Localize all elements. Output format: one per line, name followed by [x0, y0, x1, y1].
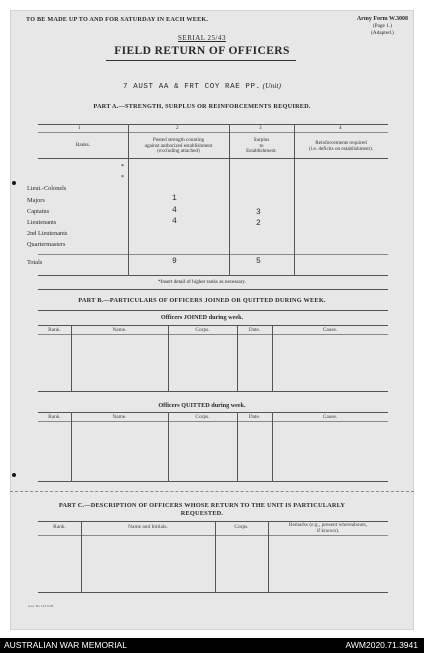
part-c-vline-2: [215, 521, 216, 592]
colnum-3: 3: [259, 125, 262, 131]
part-a-end-rule: [38, 289, 388, 290]
form-number: Army Form W.3008: [356, 16, 408, 22]
part-b-rule: [38, 310, 388, 311]
joined-vline-4: [272, 325, 273, 391]
part-a-table-bottom: [38, 275, 388, 276]
unit-line: [0, 81, 404, 91]
quitted-table-bottom: [38, 481, 388, 482]
posted-captains: 4: [172, 206, 177, 215]
col-header-ranks: Ranks.: [75, 142, 91, 148]
part-c-vline-1: [81, 521, 82, 592]
col-header-surplus-l1: Surplus: [253, 137, 270, 143]
joined-header-rule: [38, 334, 388, 335]
part-c-remarks-l2: if known).: [316, 528, 340, 534]
colnum-2: 2: [176, 125, 179, 131]
surplus-total: 5: [256, 257, 261, 266]
quitted-vline-2: [168, 412, 169, 481]
colnum-4: 4: [339, 125, 342, 131]
joined-col-cause: Cause.: [322, 327, 338, 333]
part-c-table-bottom: [38, 592, 388, 593]
posted-total: 9: [172, 257, 177, 266]
part-c-header-rule: [38, 535, 388, 536]
printer-mark: A.G. No 1xx 9-39: [28, 604, 54, 608]
part-c-col-rank: Rank.: [53, 524, 66, 530]
joined-table-bottom: [38, 391, 388, 392]
joined-col-name: Name.: [112, 327, 127, 333]
punch-hole-bottom: [12, 473, 16, 477]
form-adapted: (Adapted.): [371, 30, 394, 36]
serial-number: [0, 34, 404, 42]
col-header-posted-l1: Posted strength counting: [152, 137, 205, 143]
punch-hole-top: [12, 181, 16, 185]
part-b-heading: PART B.—PARTICULARS OF OFFICERS JOINED OR QUITTED DURING WEEK.: [78, 297, 326, 304]
part-a-footnote: *Insert detail of higher ranks as necessary.: [158, 279, 246, 285]
quitted-header-rule: [38, 421, 388, 422]
unit-label: (Unit): [262, 81, 281, 90]
quitted-vline-3: [237, 412, 238, 481]
quitted-col-name: Name.: [112, 414, 127, 420]
part-c-heading-l1: PART C.—DESCRIPTION OF OFFICERS WHOSE RETURN TO THE UNIT IS PARTICULARLY: [58, 502, 346, 509]
quitted-col-corps: Corps.: [195, 414, 210, 420]
col-header-reinf-l2: (i.e. deficits on establishment).: [309, 145, 373, 152]
form-title: FIELD RETURN OF OFFICERS: [114, 45, 290, 57]
rank-captains: Captains: [27, 208, 50, 215]
quitted-col-rank: Rank.: [48, 414, 61, 420]
part-c-heading-l2: REQUESTED.: [180, 510, 224, 517]
rank-2nd-lieutenants: 2nd Lieutenants: [27, 230, 68, 237]
surplus-lieutenants: 2: [256, 219, 261, 228]
rank-majors: Majors: [27, 197, 45, 204]
joined-col-rank: Rank.: [48, 327, 61, 333]
rank-quartermasters: Quartermasters: [27, 241, 66, 248]
part-c-col-corps: Corps.: [234, 524, 249, 530]
footer-institution: AUSTRALIAN WAR MEMORIAL: [4, 640, 127, 650]
colnum-1: 1: [78, 125, 81, 131]
joined-vline-2: [168, 325, 169, 391]
quitted-col-date: Date.: [248, 414, 261, 420]
serial-text: SERIAL 25/43: [178, 34, 226, 42]
quitted-table-top: [38, 412, 388, 413]
rank-totals: Totals: [27, 259, 43, 266]
joined-vline-3: [237, 325, 238, 391]
surplus-captains: 3: [256, 208, 261, 217]
fold-line: [10, 491, 414, 492]
joined-vline-1: [71, 325, 72, 391]
part-a-totals-rule: [38, 254, 388, 255]
part-c-remarks-l1: Remarks (e.g., present whereabouts,: [288, 522, 368, 528]
rank-row-star-2: *: [121, 174, 125, 181]
joined-col-date: Date.: [248, 327, 261, 333]
col-header-reinforcements: [294, 141, 388, 152]
quitted-col-cause: Cause.: [322, 414, 338, 420]
col-header-posted: [128, 138, 229, 155]
footer-accession-number: AWM2020.71.3941: [345, 640, 418, 650]
joined-caption: Officers JOINED during week.: [160, 314, 244, 321]
rank-lieut-colonels: Lieut.-Colonels: [27, 185, 67, 192]
joined-col-corps: Corps.: [195, 327, 210, 333]
col-header-surplus-l3: Establishment.: [246, 148, 277, 155]
col-header-reinf-l1: Reinforcements required: [315, 140, 367, 146]
quitted-caption: Officers QUITTED during week.: [158, 402, 246, 409]
col-header-posted-l3: (excluding attached): [157, 148, 200, 155]
col-header-surplus: [229, 138, 294, 155]
posted-lieutenants: 4: [172, 217, 177, 226]
part-a-table-top: [38, 124, 388, 125]
form-page: (Page 1.): [372, 23, 392, 29]
rank-row-star-1: *: [121, 163, 125, 170]
joined-table-top: [38, 325, 388, 326]
part-a-colnum-rule: [38, 132, 388, 133]
col-header-posted-l2: against authorized establishment: [144, 142, 213, 149]
unit-name: 7 AUST AA & FRT COY RAE PP.: [123, 83, 261, 91]
part-a-header-rule: [38, 158, 388, 159]
header-instruction: TO BE MADE UP TO AND FOR SATURDAY IN EACH WEEK.: [26, 16, 209, 23]
quitted-vline-4: [272, 412, 273, 481]
quitted-vline-1: [71, 412, 72, 481]
part-c-col-name: Name and Initials.: [128, 524, 168, 530]
posted-majors: 1: [172, 194, 177, 203]
rank-lieutenants: Lieutenants: [27, 219, 57, 226]
part-c-col-remarks: [268, 522, 388, 534]
col-header-surplus-l2: to: [259, 142, 264, 149]
part-a-heading: PART A.—STRENGTH, SURPLUS OR REINFORCEMENTS REQUIRED.: [93, 103, 311, 110]
title-underline: [106, 60, 296, 61]
